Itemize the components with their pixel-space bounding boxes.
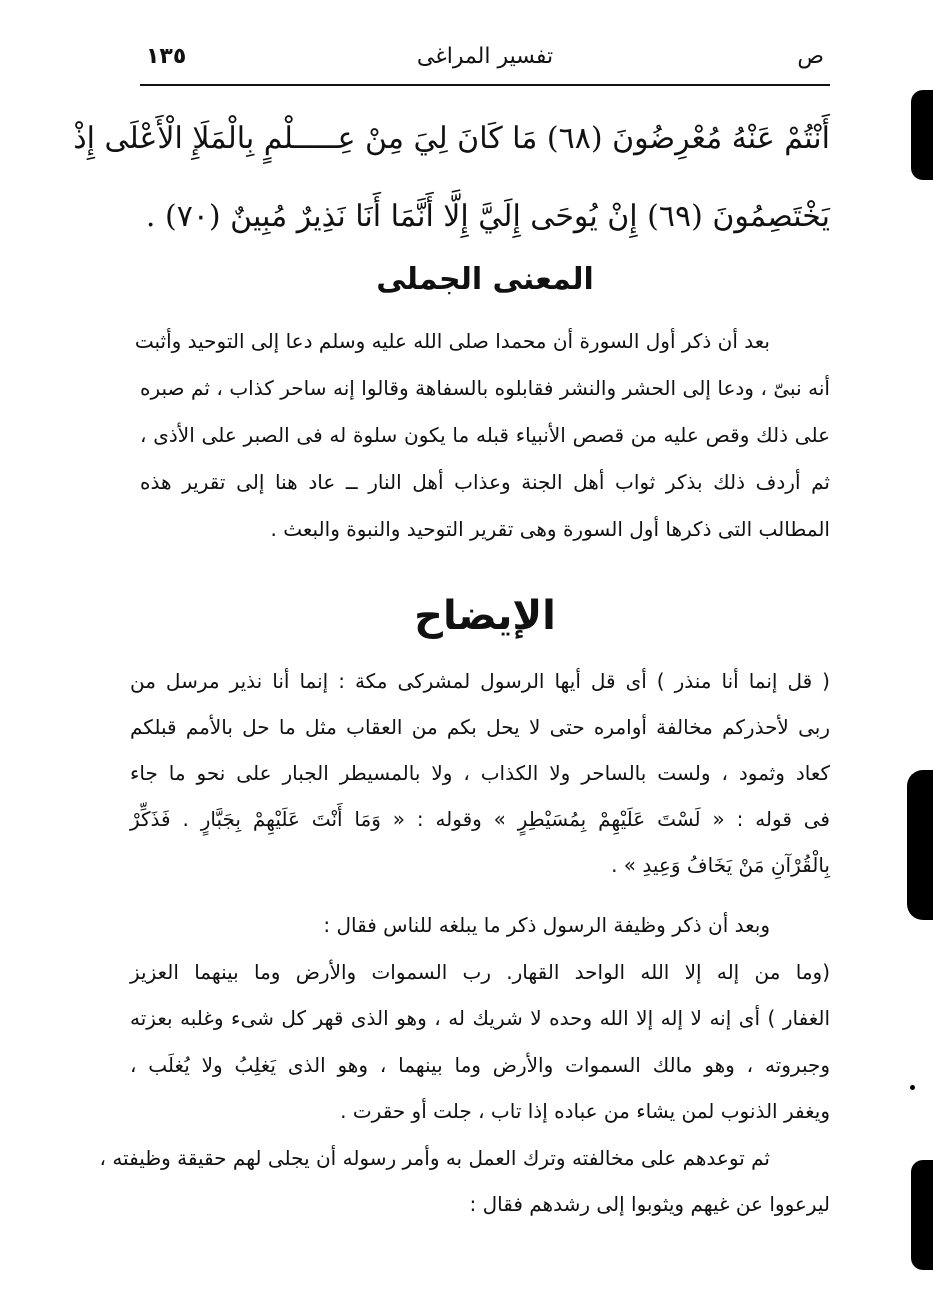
running-title: تفسير المراغى bbox=[416, 44, 554, 69]
text-line: المطالب التى ذكرها أول السورة وهى تقرير التوحيد والنبوة والبعث . bbox=[270, 517, 830, 541]
text-line: كعاد وثمود ، ولست بالساحر ولا الكذاب ، ولا بالمسيطر الجبار على نحو ما جاء bbox=[130, 761, 830, 785]
section-heading-summary: المعنى الجملى bbox=[376, 262, 594, 297]
scan-artifact bbox=[907, 770, 933, 920]
text-line: ثم توعدهم على مخالفته وترك العمل به وأمر رسوله أن يجلى لهم حقيقة وظيفته ، bbox=[99, 1145, 770, 1170]
text-line: الغفار ) أى إنه لا إله إلا الله وحده لا شريك له ، وهو الذى قهر كل شىء وغلبه بعزته bbox=[130, 1006, 830, 1030]
page-number: ١٣٥ bbox=[146, 44, 187, 69]
text-line: وجبروته ، وهو مالك السموات والأرض وما بينهما ، وهو الذى يَغلِبُ ولا يُغلَب ، bbox=[130, 1052, 830, 1077]
text-line: (وما من إله إلا الله الواحد القهار. رب السموات والأرض وما بينهما العزيز bbox=[130, 959, 830, 984]
text-line: بِالْقُرْآنِ مَنْ يَخَافُ وَعِيدِ » . bbox=[611, 853, 830, 877]
text-line: ليرعووا عن غيهم ويثوبوا إلى رشدهم فقال : bbox=[469, 1192, 830, 1216]
text-line: ربى لأحذركم مخالفة أوامره حتى لا يحل بكم من العقاب مثل ما حل بالأمم قبلكم bbox=[130, 715, 830, 739]
verse-line: أَنْتُمْ عَنْهُ مُعْرِضُونَ (٦٨) مَا كَانَ لِيَ مِنْ عِـــــلْمٍ بِالْمَلَإِ الْأَعْلَى إِذْ bbox=[73, 121, 830, 156]
text-line: أنه نبىّ ، ودعا إلى الحشر والنشر فقابلوه بالسفاهة وقالوا إنه ساحر كذاب ، ثم صبره bbox=[140, 376, 830, 400]
scan-speck bbox=[910, 1085, 915, 1090]
text-line: وبعد أن ذكر وظيفة الرسول ذكر ما يبلغه للناس فقال : bbox=[323, 913, 770, 937]
text-line: فى قوله : « لَسْتَ عَلَيْهِمْ بِمُسَيْطِرٍ » وقوله : « وَمَا أَنْتَ عَلَيْهِمْ بِجَبَّارٍ . فَذَكِّرْ bbox=[130, 807, 830, 831]
explanation-paragraph bbox=[130, 658, 830, 888]
verse-line: يَخْتَصِمُونَ (٦٩) إِنْ يُوحَى إِلَيَّ إِلَّا أَنَّمَا أَنَا نَذِيرٌ مُبِينٌ (٧٠) . bbox=[145, 199, 830, 234]
text-line: ( قل إنما أنا منذر ) أى قل أيها الرسول لمشركى مكة : إنما أنا نذير مرسل من bbox=[130, 669, 830, 693]
text-line: ويغفر الذنوب لمن يشاء من عباده إذا تاب ، جلت أو حقرت . bbox=[340, 1099, 830, 1123]
scan-artifact bbox=[911, 1160, 933, 1270]
quran-verse bbox=[73, 100, 830, 256]
text-line: ثم أردف ذلك بذكر ثواب أهل الجنة وعذاب أهل النار ــ عاد هنا إلى تقرير هذه bbox=[140, 470, 830, 494]
text-line: على ذلك وقص عليه من قصص الأنبياء قبله ما يكون سلوة له فى الصبر على الأذى ، bbox=[140, 423, 830, 447]
explanation-paragraph-continued bbox=[99, 902, 830, 1228]
page-label: ص bbox=[797, 44, 824, 69]
text-line: بعد أن ذكر أول السورة أن محمدا صلى الله عليه وسلم دعا إلى التوحيد وأثبت bbox=[134, 329, 770, 353]
page-header bbox=[140, 40, 830, 86]
section-heading-explanation: الإيضاح bbox=[414, 593, 556, 639]
scan-artifact bbox=[911, 90, 933, 180]
summary-paragraph bbox=[134, 318, 830, 553]
